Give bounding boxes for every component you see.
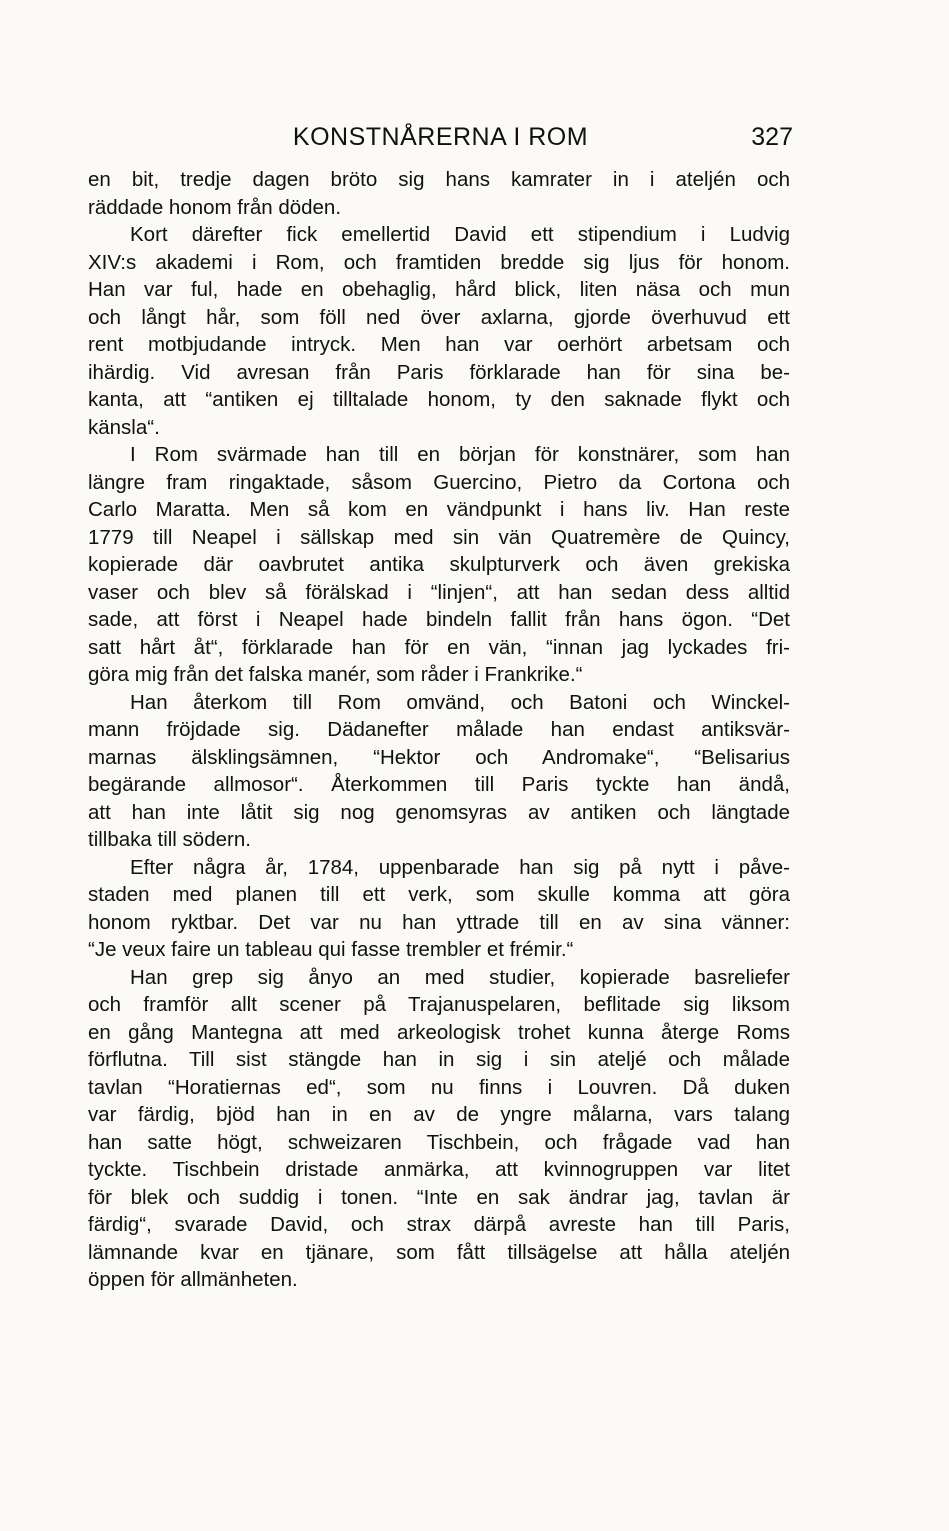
text-line: och framför allt scener på Trajanuspelaren, beflitade sig liksom bbox=[88, 993, 790, 1016]
running-title: KONSTNÅRERNA I ROM bbox=[292, 123, 589, 151]
text-line: Han grep sig ånyo an med studier, kopierade basreliefer bbox=[130, 965, 790, 989]
text-line: för blek och suddig i tonen. “Inte en sak ändrar jag, tavlan är bbox=[88, 1185, 790, 1209]
text-line: sade, att först i Neapel hade bindeln fallit från hans ögon. “Det bbox=[88, 608, 790, 631]
text-line: “Je veux faire un tableau qui fasse trembler et frémir.“ bbox=[88, 938, 574, 961]
text-line: att han inte låtit sig nog genomsyras av antiken och längtade bbox=[88, 800, 790, 824]
text-line: honom ryktbar. Det var nu han yttrade till en av sina vänner: bbox=[88, 910, 790, 934]
text-line: och långt hår, som föll ned över axlarna, gjorde överhuvud ett bbox=[88, 305, 790, 329]
text-line: 1779 till Neapel i sällskap med sin vän Quatremère de Quincy, bbox=[88, 525, 790, 549]
text-line: lämnande kvar en tjänare, som fått tillsägelse att hålla ateljén bbox=[88, 1240, 790, 1264]
text-line: var färdig, bjöd han in en av de yngre målarna, vars talang bbox=[88, 1103, 790, 1126]
text-line: tyckte. Tischbein dristade anmärka, att kvinnogruppen var litet bbox=[88, 1158, 790, 1181]
text-line: han satte högt, schweizaren Tischbein, och frågade vad han bbox=[88, 1130, 790, 1154]
text-line: mann fröjdade sig. Dädanefter målade han endast antiksvär- bbox=[88, 718, 790, 741]
text-line: satt hårt åt“, förklarade han för en vän, “innan jag lyckades fri- bbox=[88, 635, 790, 659]
text-line: Kort därefter fick emellertid David ett stipendium i Ludvig bbox=[130, 223, 790, 246]
page-number: 327 bbox=[751, 123, 793, 151]
text-line: en bit, tredje dagen bröto sig hans kamrater in i ateljén och bbox=[88, 168, 790, 191]
text-line: förflutna. Till sist stängde han in sig i sin ateljé och målade bbox=[88, 1048, 790, 1071]
text-line: en gång Mantegna att med arkeologisk trohet kunna återge Roms bbox=[88, 1020, 790, 1044]
text-line: marnas älsklingsämnen, “Hektor och Andromake“, “Belisarius bbox=[88, 745, 790, 769]
text-line: ihärdig. Vid avresan från Paris förklarade han för sina be- bbox=[88, 360, 790, 384]
body-text bbox=[88, 166, 790, 1294]
text-line: Carlo Maratta. Men så kom en vändpunkt i hans liv. Han reste bbox=[88, 498, 790, 521]
text-line: tillbaka till södern. bbox=[88, 828, 251, 851]
text-line: kanta, att “antiken ej tilltalade honom, ty den saknade flykt och bbox=[88, 388, 790, 411]
text-line: Efter några år, 1784, uppenbarade han sig på nytt i påve- bbox=[130, 855, 790, 879]
text-line: begärande allmosor“. Återkommen till Paris tyckte han ändå, bbox=[88, 773, 790, 796]
text-line: vaser och blev så förälskad i “linjen“, att han sedan dess alltid bbox=[88, 580, 790, 604]
text-line: Han var ful, hade en obehaglig, hård blick, liten näsa och mun bbox=[88, 278, 790, 301]
text-line: XIV:s akademi i Rom, och framtiden bredde sig ljus för honom. bbox=[88, 250, 790, 274]
text-line: färdig“, svarade David, och strax därpå avreste han till Paris, bbox=[88, 1213, 790, 1236]
text-line: staden med planen till ett verk, som skulle komma att göra bbox=[88, 883, 790, 906]
text-line: räddade honom från döden. bbox=[88, 195, 342, 219]
text-line: Han återkom till Rom omvänd, och Batoni och Winckel- bbox=[130, 690, 790, 714]
text-line: rent motbjudande intryck. Men han var oerhört arbetsam och bbox=[88, 333, 790, 356]
text-line: göra mig från det falska manér, som råder i Frankrike.“ bbox=[88, 663, 583, 686]
text-line: kopierade där oavbrutet antika skulpturverk och även grekiska bbox=[88, 553, 790, 576]
text-line: känsla“. bbox=[88, 415, 160, 439]
running-head bbox=[88, 120, 793, 154]
text-line: tavlan “Horatiernas ed“, som nu finns i Louvren. Då duken bbox=[88, 1075, 790, 1099]
text-line: öppen för allmänheten. bbox=[88, 1268, 298, 1291]
text-line: I Rom svärmade han till en början för konstnärer, som han bbox=[130, 443, 790, 466]
text-line: längre fram ringaktade, såsom Guercino, Pietro da Cortona och bbox=[88, 470, 790, 494]
